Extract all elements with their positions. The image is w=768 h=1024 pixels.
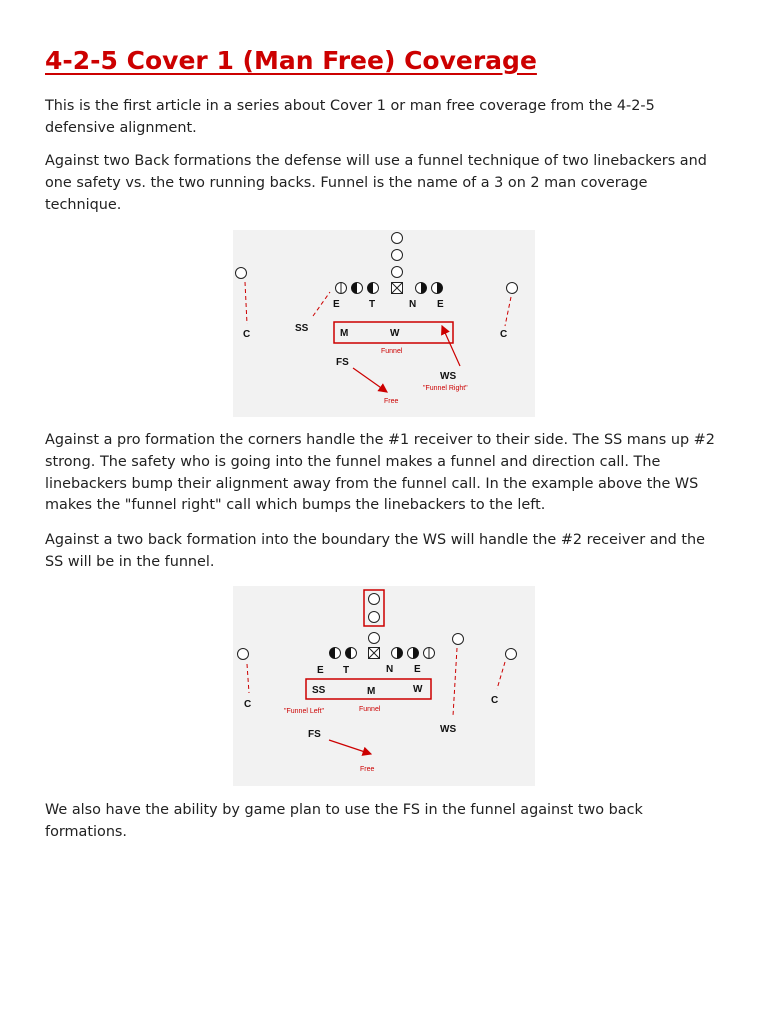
page-title: 4-2-5 Cover 1 (Man Free) Coverage xyxy=(45,46,537,75)
paragraph-fs-funnel: We also have the ability by game plan to use the FS in the funnel against two back formations. xyxy=(45,802,643,840)
label-ss: SS xyxy=(312,685,326,696)
label-funnel: Funnel xyxy=(381,348,403,355)
label-c-right: C xyxy=(491,695,499,706)
label-fs: FS xyxy=(308,729,321,740)
label-funnel-right: "Funnel Right" xyxy=(423,385,468,392)
label-t: T xyxy=(343,665,350,676)
quarterback-icon xyxy=(392,267,403,278)
label-c-right: C xyxy=(500,329,508,340)
label-free: Free xyxy=(360,766,375,773)
paragraph-pro-formation: Against a pro formation the corners handle the #1 receiver to their side. The SS mans up #2 strong. The safety who is going into the funnel makes a funnel and direction call. The linebackers bump their alignment away from the funnel call. In the example above the WS makes the "funnel right" call which bumps the linebackers to the left. xyxy=(45,432,715,514)
label-ws: WS xyxy=(440,371,457,382)
receiver-icon xyxy=(507,283,518,294)
label-e2: E xyxy=(437,299,444,310)
label-m: M xyxy=(340,328,349,339)
label-e: E xyxy=(333,299,340,310)
label-e2: E xyxy=(414,664,421,675)
running-back-icon xyxy=(392,233,403,244)
label-w: W xyxy=(413,684,423,695)
paragraph-two-back: Against two Back formations the defense will use a funnel technique of two linebackers and one safety vs. the two running backs. Funnel is the name of a 3 on 2 man coverage technique. xyxy=(45,153,707,213)
label-w: W xyxy=(390,328,400,339)
diagram-funnel-left xyxy=(233,586,535,786)
label-c-left: C xyxy=(243,329,251,340)
quarterback-icon xyxy=(369,633,380,644)
label-funnel-left: "Funnel Left" xyxy=(284,708,324,715)
label-ss: SS xyxy=(295,323,309,334)
receiver-icon xyxy=(506,649,517,660)
running-back-icon xyxy=(369,594,380,605)
receiver-icon xyxy=(238,649,249,660)
label-ws: WS xyxy=(440,724,457,735)
label-m: M xyxy=(367,686,376,697)
label-free: Free xyxy=(384,398,399,405)
label-c-left: C xyxy=(244,699,252,710)
receiver-icon xyxy=(236,268,247,279)
label-funnel: Funnel xyxy=(359,706,381,713)
running-back-icon xyxy=(369,612,380,623)
label-t: T xyxy=(369,299,376,310)
paragraph-boundary: Against a two back formation into the boundary the WS will handle the #2 receiver and the SS will be in the funnel. xyxy=(45,532,705,570)
diagram-funnel-right xyxy=(233,230,535,417)
running-back-icon xyxy=(392,250,403,261)
paragraph-intro: This is the first article in a series about Cover 1 or man free coverage from the 4-2-5 defensive alignment. xyxy=(45,98,655,136)
label-n: N xyxy=(386,664,394,675)
label-n: N xyxy=(409,299,417,310)
label-fs: FS xyxy=(336,357,349,368)
receiver-icon xyxy=(453,634,464,645)
label-e: E xyxy=(317,665,324,676)
